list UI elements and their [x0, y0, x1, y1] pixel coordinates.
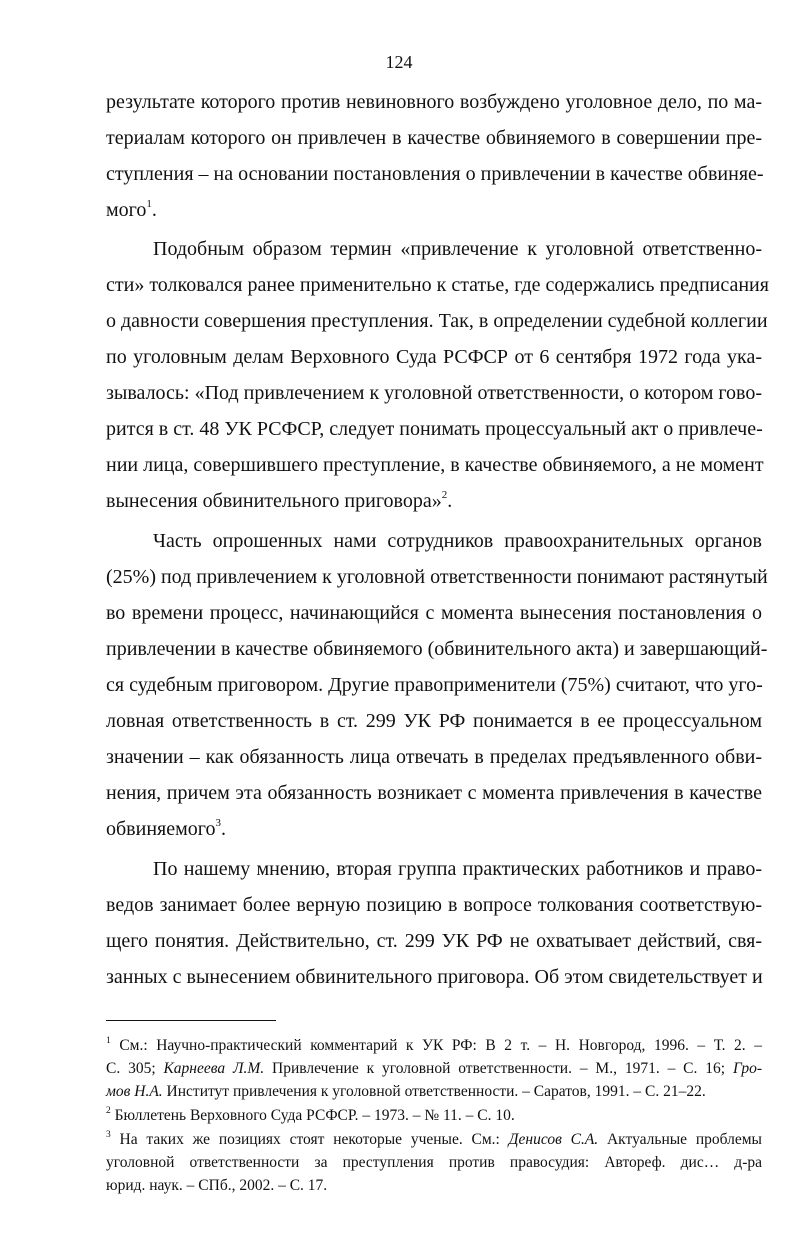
- body-line: [106, 601, 762, 625]
- footnote-text: Актуальные проблемы: [598, 1131, 762, 1148]
- line-text: ловная ответственность в ст. 299 УК РФ понимается в ее процессуальном: [106, 710, 762, 732]
- body-line: [106, 198, 762, 222]
- footnote-text: См.: Научно-практический комментарий к УК РФ: В 2 т. – Н. Новгород, 1996. – Т. 2. –: [110, 1037, 762, 1054]
- line-text: щего понятия. Действительно, ст. 299 УК РФ не охватывает действий, свя-: [106, 930, 762, 952]
- author-name: Карнеева Л.М.: [163, 1060, 265, 1077]
- footnote-separator: [106, 1020, 276, 1021]
- footnote-text: С. 305;: [106, 1060, 164, 1077]
- footnote-line: [106, 1082, 762, 1101]
- footnote-text: Бюллетень Верховного Суда РСФСР. – 1973. – № 11. – С. 10.: [110, 1107, 515, 1124]
- line-text: ступления – на основании постановления о привлечении в качестве обвиняе-: [106, 163, 764, 185]
- footnote-line: [106, 1059, 762, 1078]
- body-line: [106, 126, 762, 150]
- footnote-ref: 3: [215, 817, 221, 829]
- line-text: значении – как обязанность лица отвечать в пределах предъявленного обви-: [106, 746, 762, 768]
- line-text: во времени процесс, начинающийся с момента вынесения постановления о: [106, 602, 762, 624]
- line-text: привлечении в качестве обвиняемого (обвинительного акта) и завершающий-: [106, 638, 768, 660]
- body-line: [106, 565, 768, 589]
- line-text: Часть опрошенных нами сотрудников правоохранительных органов: [153, 530, 762, 552]
- body-line: [106, 637, 768, 661]
- body-line: [106, 162, 762, 186]
- footnote-line: [106, 1153, 762, 1172]
- line-text: териалам которого он привлечен в качестве обвиняемого в совершении пре-: [106, 127, 762, 149]
- footnote-text: юрид. наук. – СПб., 2002. – С. 17.: [106, 1177, 328, 1194]
- body-line: [106, 453, 762, 477]
- line-text: нения, причем эта обязанность возникает с момента привлечения в качестве: [106, 782, 762, 804]
- page-number: 124: [385, 52, 413, 72]
- footnote-text: уголовной ответственности за преступления против правосудия: Автореф. дис… д-ра: [106, 1154, 762, 1171]
- line-text: По нашему мнению, вторая группа практических работников и право-: [153, 858, 762, 880]
- footnote-number: 3: [106, 1130, 111, 1140]
- line-tail: .: [220, 818, 226, 840]
- body-line: [106, 893, 762, 917]
- body-line: [106, 381, 762, 405]
- footnote-number: 2: [106, 1106, 111, 1116]
- body-line: [153, 529, 762, 553]
- body-line: [106, 745, 762, 769]
- footnote-number: 1: [106, 1036, 111, 1046]
- author-name: мов Н.А.: [106, 1083, 163, 1100]
- footnote-line: [106, 1176, 762, 1195]
- line-text: результате которого против невиновного возбуждено уголовное дело, по ма-: [106, 91, 762, 113]
- footnote-ref: 2: [441, 489, 448, 501]
- line-text: (25%) под привлечением к уголовной ответственности понимают растянутый: [106, 566, 768, 588]
- line-text: о давности совершения преступления. Так, в определении судебной коллегии: [106, 310, 768, 332]
- line-text: ся судебным приговором. Другие правоприменители (75%) считают, что уго-: [106, 674, 763, 696]
- line-text: ведов занимает более верную позицию в вопросе толкования соответствую-: [106, 894, 762, 916]
- line-text: рится в ст. 48 УК РСФСР, следует понимать процессуальный акт о привлече-: [106, 418, 763, 440]
- line-text: занных с вынесением обвинительного приговора. Об этом свидетельствует и: [106, 966, 763, 988]
- body-line: [106, 90, 762, 114]
- body-line: [106, 417, 762, 441]
- footnote-line: [106, 1130, 762, 1149]
- line-tail: .: [151, 199, 157, 221]
- footnote-line: [106, 1036, 762, 1055]
- body-line: [106, 781, 762, 805]
- body-line: [106, 273, 769, 297]
- footnote-text: Привлечение к уголовной ответственности. – М., 1971. – С. 16;: [264, 1060, 733, 1077]
- footnote-text: На таких же позициях стоят некоторые ученые. См.:: [110, 1131, 509, 1148]
- line-text: зывалось: «Под привлечением к уголовной ответственности, о котором гово-: [106, 382, 763, 404]
- footnote-ref: 1: [146, 198, 152, 210]
- body-line: [106, 345, 762, 369]
- body-line: [106, 965, 762, 989]
- body-line: [106, 309, 768, 333]
- line-text: Подобным образом термин «привлечение к уголовной ответственно-: [153, 238, 762, 260]
- line-text: вынесения обвинительного приговора»: [106, 490, 442, 512]
- line-text: по уголовным делам Верховного Суда РСФСР от 6 сентября 1972 года ука-: [106, 346, 762, 368]
- author-name: Гро-: [732, 1060, 762, 1077]
- body-line: [106, 929, 762, 953]
- body-line: [106, 673, 762, 697]
- line-text: обвиняемого: [106, 818, 216, 840]
- body-line: [106, 709, 762, 733]
- line-tail: .: [447, 490, 453, 512]
- body-line: [153, 237, 762, 261]
- author-name: Денисов С.А.: [508, 1131, 599, 1148]
- line-text: нии лица, совершившего преступление, в качестве обвиняемого, а не момент: [106, 454, 764, 476]
- line-text: мого: [106, 199, 147, 221]
- footnote-text: Институт привлечения к уголовной ответственности. – Саратов, 1991. – С. 21–22.: [162, 1083, 706, 1100]
- body-line: [106, 489, 762, 513]
- body-line: [153, 857, 762, 881]
- footnote-line: [106, 1106, 762, 1125]
- line-text: сти» толковался ранее применительно к статье, где содержались предписания: [106, 274, 769, 296]
- body-line: [106, 817, 762, 841]
